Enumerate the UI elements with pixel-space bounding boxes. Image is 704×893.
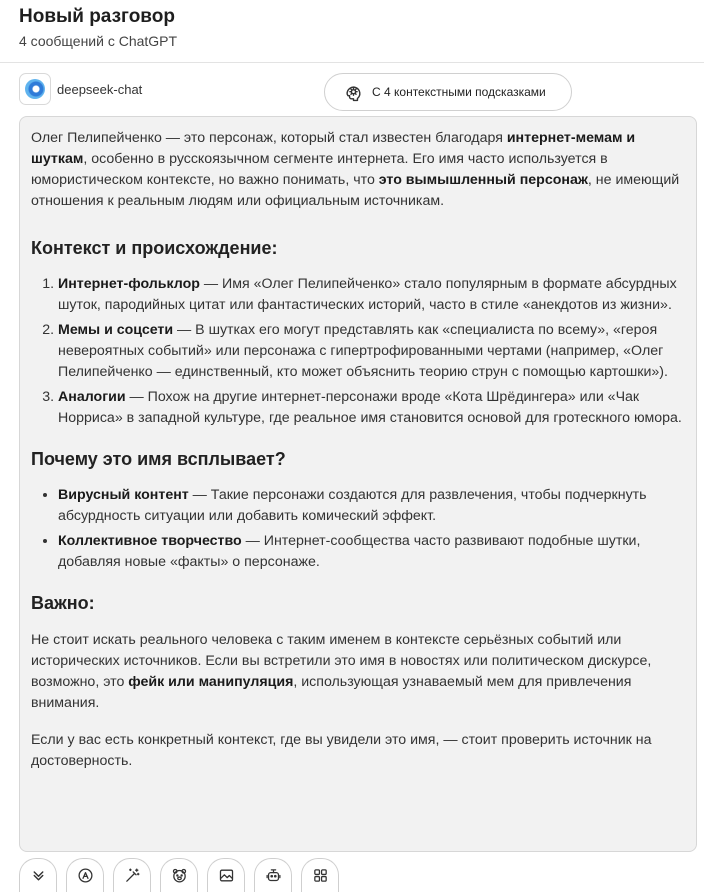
model-avatar bbox=[19, 73, 51, 105]
assistant-message bbox=[19, 116, 697, 852]
why-heading: Почему это имя всплывает? bbox=[31, 449, 286, 469]
message-toolbar bbox=[19, 858, 339, 893]
header-divider bbox=[0, 62, 704, 63]
list-item: • Коллективное творчество — Интернет-сообщества часто развивают подобные шутки, добавляя новые «факты» о персонаже. bbox=[58, 531, 686, 573]
message-count: 4 сообщений с ChatGPT bbox=[19, 33, 178, 49]
apps-button[interactable] bbox=[301, 858, 339, 892]
deepseek-logo-icon bbox=[25, 79, 45, 99]
intro-paragraph: Олег Пелипейченко — это персонаж, который стал известен благодаря интернет-мемам и шуткам, особенно в русскоязычном сегменте интернета. Его имя часто используется в юмористическом контексте, но важно понимать, что это вымышленный персонаж, не имеющий отношения к реальным людям или официальным источникам. bbox=[31, 130, 680, 209]
model-name: deepseek-chat bbox=[57, 82, 143, 97]
list-item: 2. Мемы и соцсети — В шутках его могут представлять как «специалиста по всему», «героя невероятных событий» или персонажа с гипертрофированными чертами (например, «Олег Пелипейченко — единственный, кто может объяснить теорию струн с помощью картошки»). bbox=[58, 320, 686, 383]
context-hints-button[interactable] bbox=[324, 73, 572, 111]
important-paragraph: Не стоит искать реального человека с таким именем в контексте серьёзных событий или исторических источников. Если вы встретили это имя в новостях или политическом дискурсе, возможно, это фейк или манипуляция, использующая узнаваемый мем для привлечения внимания. bbox=[31, 632, 652, 711]
why-list bbox=[31, 485, 686, 573]
brain-icon bbox=[344, 83, 363, 102]
page-title: Новый разговор bbox=[19, 6, 175, 27]
magic-wand-icon bbox=[124, 867, 141, 884]
context-heading: Контекст и происхождение: bbox=[31, 238, 278, 258]
important-heading: Важно: bbox=[31, 593, 95, 613]
chevrons-down-icon bbox=[30, 867, 47, 884]
collapse-button[interactable] bbox=[19, 858, 57, 892]
robot-icon bbox=[265, 867, 282, 884]
image-button[interactable] bbox=[207, 858, 245, 892]
bear-face-icon bbox=[171, 867, 188, 884]
list-item: 3. Аналогии — Похож на другие интернет-персонажи вроде «Кота Шрёдингера» или «Чак Норриса» в западной культуре, где реальное имя становится основой для гротескного юмора. bbox=[58, 387, 686, 429]
closing-paragraph: Если у вас есть конкретный контекст, где вы увидели это имя, — стоит проверить источник на достоверность. bbox=[31, 732, 652, 769]
image-icon bbox=[218, 867, 235, 884]
context-hints-label: С 4 контекстными подсказками bbox=[372, 85, 546, 99]
bear-button[interactable] bbox=[160, 858, 198, 892]
grid-icon bbox=[312, 867, 329, 884]
conversation-header bbox=[19, 6, 699, 49]
list-item: 1. Интернет-фольклор — Имя «Олег Пелипейченко» стало популярным в формате абсурдных шуток, пародийных цитат или фантастических историй, часто в стиле «анекдотов из жизни». bbox=[58, 274, 686, 316]
translate-button[interactable] bbox=[66, 858, 104, 892]
translate-icon bbox=[77, 867, 94, 884]
robot-button[interactable] bbox=[254, 858, 292, 892]
model-row bbox=[19, 72, 684, 112]
list-item: • Вирусный контент — Такие персонажи создаются для развлечения, чтобы подчеркнуть абсурдность ситуации или добавить комический эффект. bbox=[58, 485, 686, 527]
context-list bbox=[31, 274, 686, 429]
magic-button[interactable] bbox=[113, 858, 151, 892]
